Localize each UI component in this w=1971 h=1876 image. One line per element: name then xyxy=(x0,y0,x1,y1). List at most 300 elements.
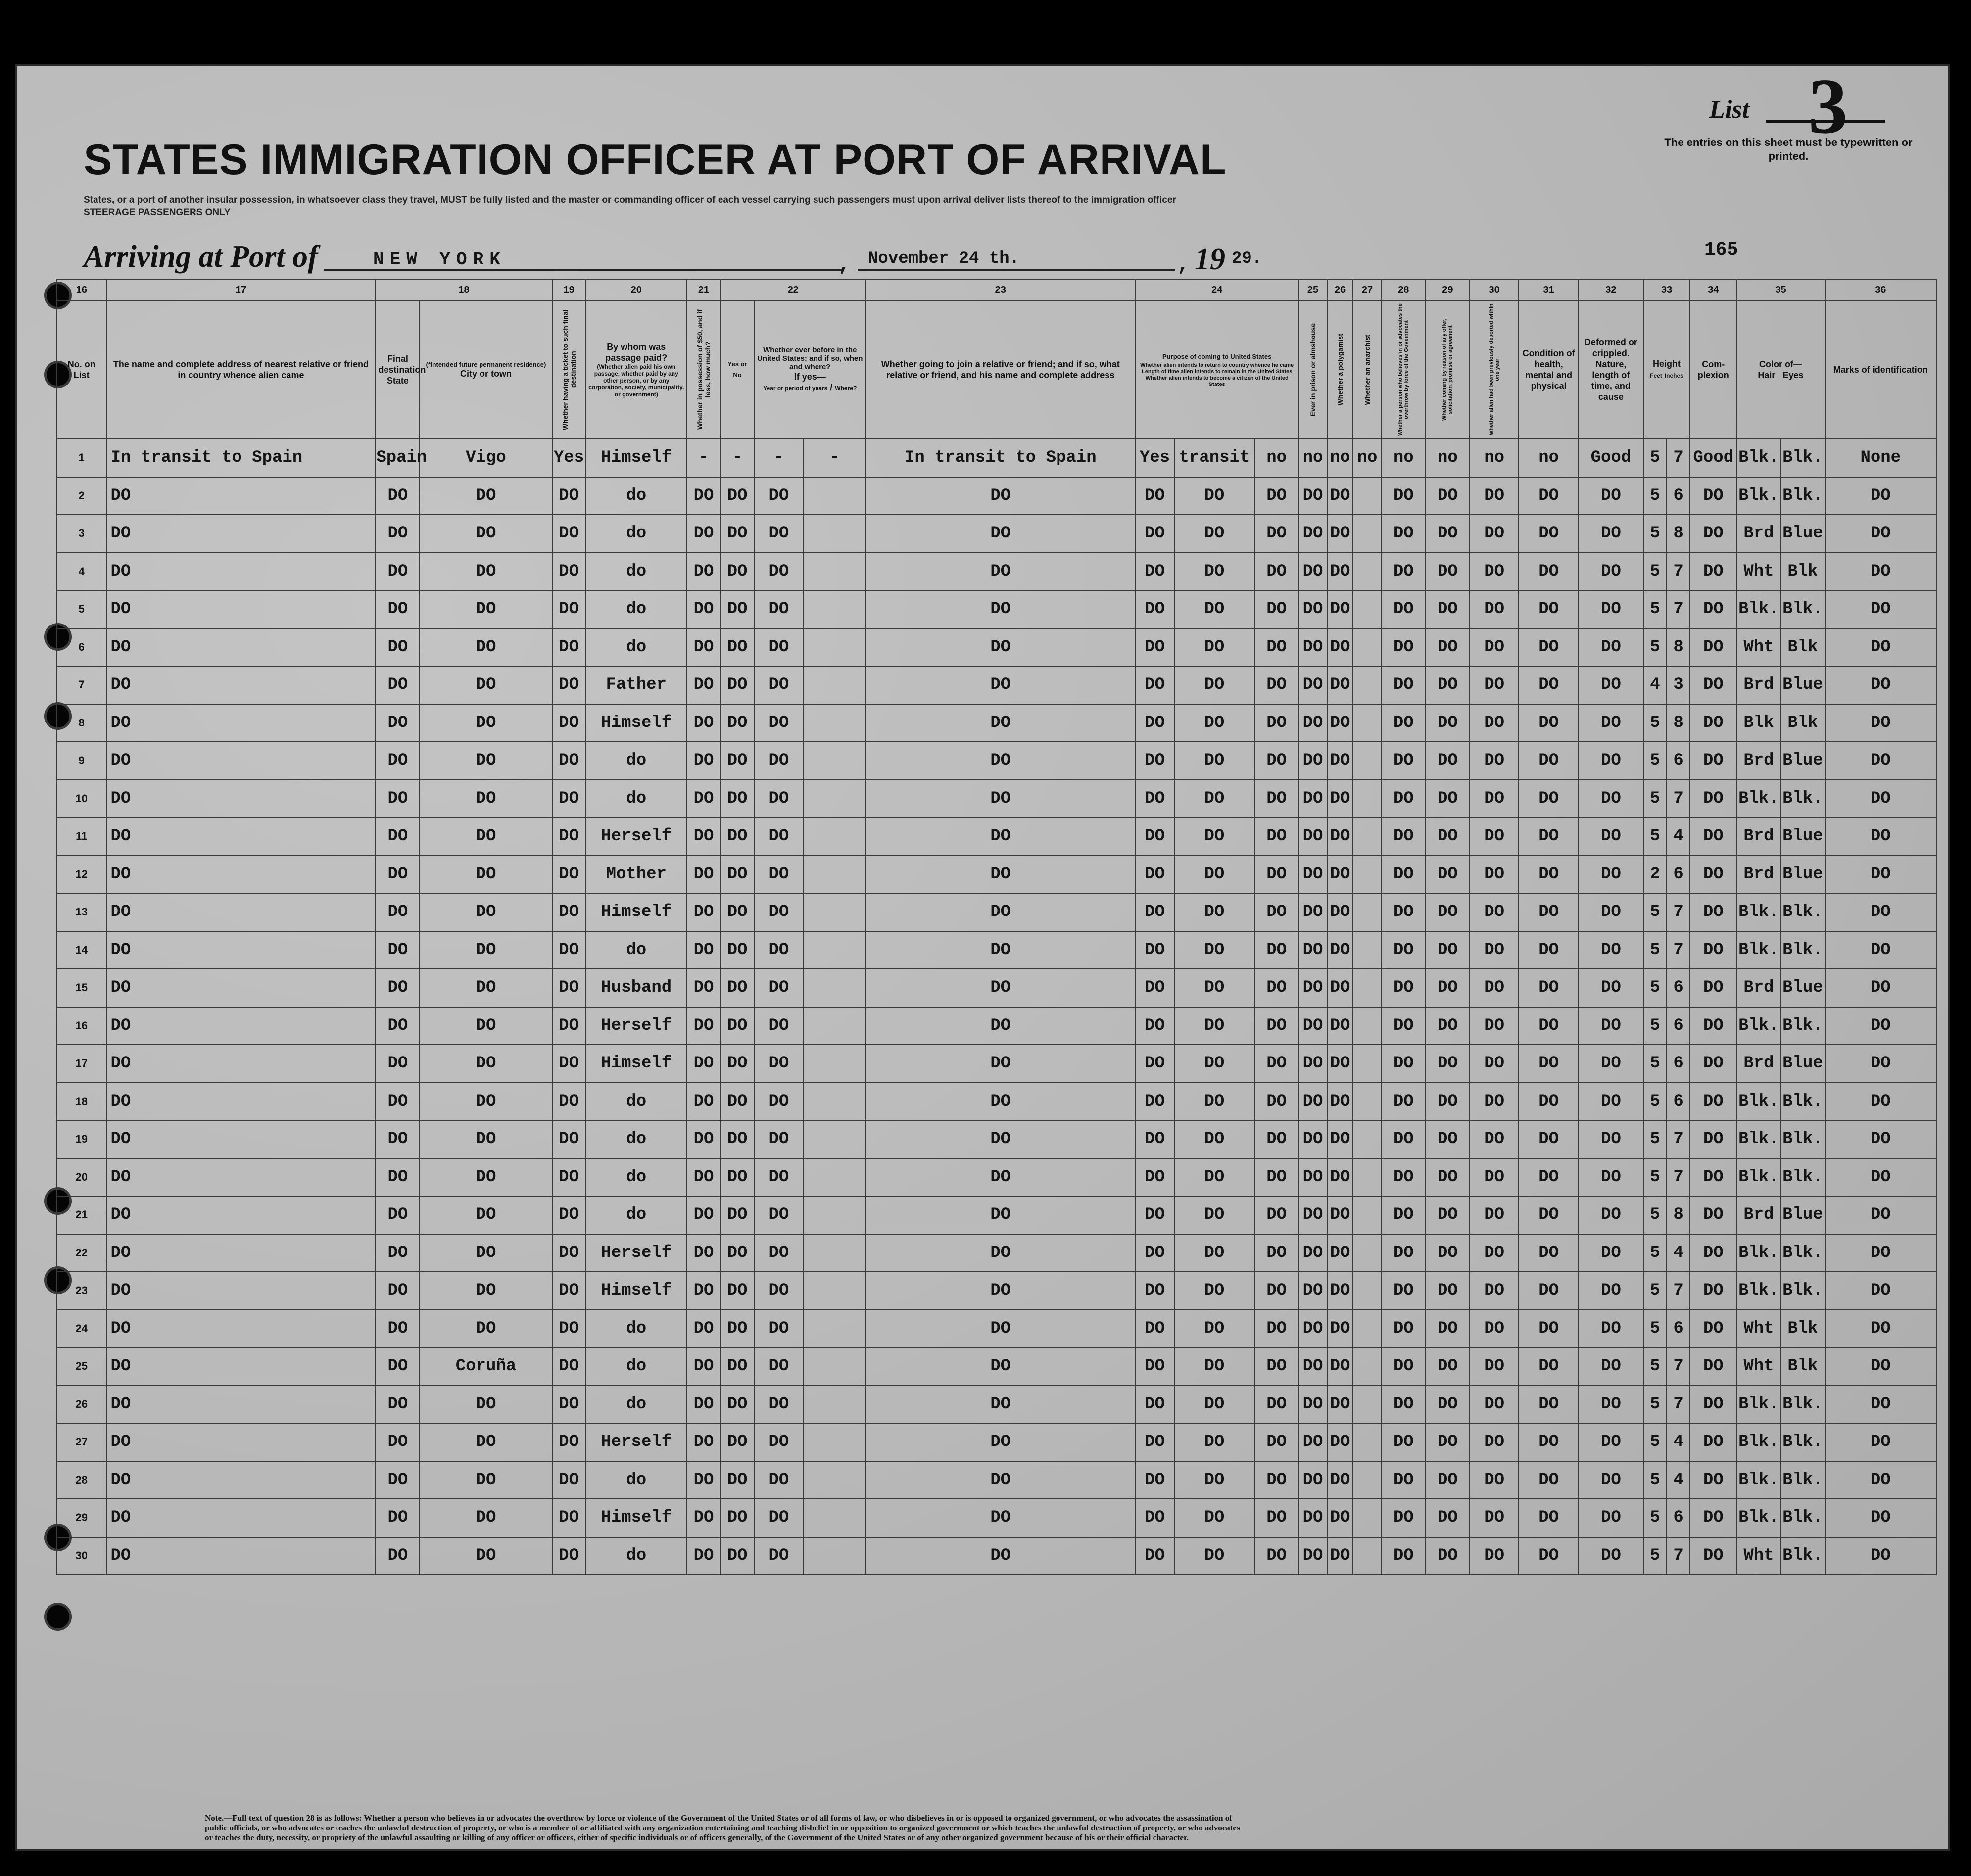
cell-q28: DO xyxy=(1382,818,1426,856)
cell-p1: DO xyxy=(1135,742,1174,780)
cell-prison: DO xyxy=(1298,704,1327,742)
hdr-prison-text: Ever in prison or almshouse xyxy=(1309,323,1317,417)
manifest-table xyxy=(56,279,1937,1575)
cell-year: DO xyxy=(754,1083,804,1121)
cell-poly: DO xyxy=(1327,553,1353,591)
cell-prison: DO xyxy=(1298,1461,1327,1499)
cell-ft: 5 xyxy=(1643,477,1667,515)
cell-q29: DO xyxy=(1426,666,1470,704)
cell-prison: DO xyxy=(1298,666,1327,704)
cell-money: DO xyxy=(687,1196,721,1234)
cell-q29: DO xyxy=(1426,931,1470,969)
cell-q30: DO xyxy=(1470,1120,1519,1158)
cell-eyes: Blue xyxy=(1780,1045,1825,1083)
cell-ft: 5 xyxy=(1643,1234,1667,1272)
cell-city: DO xyxy=(420,1196,552,1234)
hdr-marks: Marks of identification xyxy=(1825,300,1936,439)
cell-relative: DO xyxy=(106,1234,376,1272)
cell-prison: DO xyxy=(1298,1347,1327,1386)
hdr-health: Condition of health, mental and physical xyxy=(1519,300,1578,439)
cell-q30: DO xyxy=(1470,1310,1519,1348)
cell-year: DO xyxy=(754,1386,804,1424)
cell-ft: 4 xyxy=(1643,666,1667,704)
cell-marks: DO xyxy=(1825,553,1936,591)
cell-no: 17 xyxy=(57,1045,106,1083)
cell-poly: DO xyxy=(1327,1347,1353,1386)
hdr-polygamist xyxy=(1327,300,1353,439)
list-note: The entries on this sheet must be typewritten or printed. xyxy=(1664,136,1913,162)
cell-health: DO xyxy=(1519,1461,1578,1499)
cell-p3: DO xyxy=(1254,515,1298,553)
table-row xyxy=(57,1347,1936,1386)
cell-p1: DO xyxy=(1135,1537,1174,1575)
cell-money: DO xyxy=(687,704,721,742)
cell-ft: 5 xyxy=(1643,704,1667,742)
cell-q30: DO xyxy=(1470,893,1519,931)
cell-in: 6 xyxy=(1667,1310,1690,1348)
cell-anarch xyxy=(1353,666,1382,704)
table-row xyxy=(57,1537,1936,1575)
cell-hair: Blk. xyxy=(1736,1386,1780,1424)
cell-ticket: DO xyxy=(552,1537,586,1575)
cell-no: 19 xyxy=(57,1120,106,1158)
cell-before: DO xyxy=(721,515,754,553)
cell-poly: DO xyxy=(1327,1310,1353,1348)
cell-marks: DO xyxy=(1825,1386,1936,1424)
cell-no: 24 xyxy=(57,1310,106,1348)
cell-eyes: Blk xyxy=(1780,1310,1825,1348)
cell-deform: DO xyxy=(1579,1499,1643,1537)
cell-anarch xyxy=(1353,477,1382,515)
cell-where xyxy=(804,1461,866,1499)
cell-paid: do xyxy=(586,1537,687,1575)
cell-year: DO xyxy=(754,1045,804,1083)
cell-marks: DO xyxy=(1825,742,1936,780)
cell-p2: DO xyxy=(1174,704,1254,742)
cell-paid: do xyxy=(586,931,687,969)
cell-p2: DO xyxy=(1174,969,1254,1007)
cell-paid: Herself xyxy=(586,1423,687,1461)
cell-health: DO xyxy=(1519,477,1578,515)
cell-relative: DO xyxy=(106,969,376,1007)
cell-marks: DO xyxy=(1825,1423,1936,1461)
hdr-height-text: Height xyxy=(1653,359,1681,369)
cell-hair: Wht xyxy=(1736,1537,1780,1575)
cell-q30: DO xyxy=(1470,1386,1519,1424)
cell-anarch xyxy=(1353,1120,1382,1158)
hdr-purpose-a: Whether alien intends to return to country whence he came xyxy=(1140,362,1294,368)
cell-relative: DO xyxy=(106,931,376,969)
cell-comp: DO xyxy=(1690,780,1736,818)
cell-paid: Herself xyxy=(586,1234,687,1272)
cell-q30: DO xyxy=(1470,477,1519,515)
cell-city: DO xyxy=(420,666,552,704)
cell-q30: DO xyxy=(1470,1007,1519,1045)
cell-ticket: DO xyxy=(552,628,586,667)
cell-ft: 5 xyxy=(1643,1499,1667,1537)
cell-q30: no xyxy=(1470,439,1519,477)
cell-q30: DO xyxy=(1470,1196,1519,1234)
cell-year: DO xyxy=(754,1120,804,1158)
cell-paid: Himself xyxy=(586,893,687,931)
cell-poly: DO xyxy=(1327,1007,1353,1045)
cell-year: DO xyxy=(754,893,804,931)
cell-ft: 2 xyxy=(1643,856,1667,894)
cell-city: DO xyxy=(420,515,552,553)
cell-city: DO xyxy=(420,1045,552,1083)
year-suffix: 29. xyxy=(1232,249,1262,268)
cell-anarch xyxy=(1353,1234,1382,1272)
cell-q29: DO xyxy=(1426,856,1470,894)
cell-in: 8 xyxy=(1667,628,1690,667)
hdr-passage-paid-text: By whom was passage paid? xyxy=(605,342,668,363)
cell-ticket: DO xyxy=(552,742,586,780)
cell-join: DO xyxy=(865,969,1135,1007)
cell-ticket: DO xyxy=(552,1007,586,1045)
cell-money: DO xyxy=(687,969,721,1007)
cell-city: DO xyxy=(420,1310,552,1348)
hdr-q30-text: Whether alien had been previously deported within one year xyxy=(1488,303,1500,436)
cell-hair: Blk. xyxy=(1736,1461,1780,1499)
col-num: 31 xyxy=(1519,280,1578,300)
cell-poly: DO xyxy=(1327,969,1353,1007)
cell-prison: DO xyxy=(1298,780,1327,818)
cell-before: DO xyxy=(721,1045,754,1083)
cell-deform: DO xyxy=(1579,1045,1643,1083)
cell-ticket: DO xyxy=(552,704,586,742)
cell-before: DO xyxy=(721,818,754,856)
cell-city: DO xyxy=(420,1386,552,1424)
cell-p1: DO xyxy=(1135,1234,1174,1272)
cell-hair: Blk. xyxy=(1736,590,1780,628)
cell-hair: Blk. xyxy=(1736,1120,1780,1158)
cell-p2: DO xyxy=(1174,1120,1254,1158)
cell-state: DO xyxy=(376,1234,420,1272)
cell-eyes: Blk. xyxy=(1780,590,1825,628)
hdr-color-of xyxy=(1736,300,1825,439)
cell-paid: Husband xyxy=(586,969,687,1007)
cell-where xyxy=(804,1499,866,1537)
cell-p1: DO xyxy=(1135,1423,1174,1461)
cell-before: DO xyxy=(721,590,754,628)
cell-ticket: DO xyxy=(552,1347,586,1386)
list-number: 3 xyxy=(1808,62,1848,150)
cell-paid: do xyxy=(586,780,687,818)
cell-prison: DO xyxy=(1298,1537,1327,1575)
cell-relative: DO xyxy=(106,1537,376,1575)
cell-before: DO xyxy=(721,1461,754,1499)
cell-p2: DO xyxy=(1174,590,1254,628)
cell-poly: DO xyxy=(1327,1386,1353,1424)
arriving-label: Arriving at Port of xyxy=(84,240,318,274)
cell-p2: DO xyxy=(1174,1083,1254,1121)
cell-p2: DO xyxy=(1174,515,1254,553)
cell-anarch xyxy=(1353,1461,1382,1499)
table-row xyxy=(57,1386,1936,1424)
cell-q30: DO xyxy=(1470,969,1519,1007)
cell-prison: DO xyxy=(1298,515,1327,553)
col-num: 26 xyxy=(1327,280,1353,300)
cell-before: DO xyxy=(721,704,754,742)
cell-anarch xyxy=(1353,742,1382,780)
cell-hair: Brd xyxy=(1736,969,1780,1007)
cell-anarch xyxy=(1353,1347,1382,1386)
cell-ticket: DO xyxy=(552,477,586,515)
cell-p3: DO xyxy=(1254,1234,1298,1272)
cell-health: DO xyxy=(1519,1347,1578,1386)
cell-city: Coruña xyxy=(420,1347,552,1386)
cell-in: 6 xyxy=(1667,742,1690,780)
cell-city: DO xyxy=(420,1499,552,1537)
cell-ft: 5 xyxy=(1643,628,1667,667)
cell-where xyxy=(804,704,866,742)
cell-state: DO xyxy=(376,628,420,667)
cell-state: DO xyxy=(376,666,420,704)
cell-health: DO xyxy=(1519,931,1578,969)
cell-hair: Wht xyxy=(1736,628,1780,667)
col-num: 30 xyxy=(1470,280,1519,300)
cell-q30: DO xyxy=(1470,1083,1519,1121)
cell-p2: DO xyxy=(1174,742,1254,780)
cell-state: DO xyxy=(376,515,420,553)
cell-p2: DO xyxy=(1174,818,1254,856)
cell-ticket: DO xyxy=(552,818,586,856)
cell-poly: DO xyxy=(1327,1083,1353,1121)
cell-q29: DO xyxy=(1426,742,1470,780)
cell-p2: DO xyxy=(1174,666,1254,704)
cell-health: DO xyxy=(1519,515,1578,553)
cell-poly: DO xyxy=(1327,856,1353,894)
cell-state: DO xyxy=(376,893,420,931)
cell-paid: do xyxy=(586,742,687,780)
cell-where: - xyxy=(804,439,866,477)
hdr-final-destination: Final destination xyxy=(378,354,426,375)
cell-p2: DO xyxy=(1174,780,1254,818)
cell-paid: do xyxy=(586,553,687,591)
cell-ft: 5 xyxy=(1643,1045,1667,1083)
cell-ticket: DO xyxy=(552,1196,586,1234)
cell-state: DO xyxy=(376,590,420,628)
table-row xyxy=(57,628,1936,667)
cell-no: 26 xyxy=(57,1386,106,1424)
cell-poly: DO xyxy=(1327,1158,1353,1197)
cell-ft: 5 xyxy=(1643,969,1667,1007)
cell-where xyxy=(804,590,866,628)
cell-where xyxy=(804,818,866,856)
cell-no: 7 xyxy=(57,666,106,704)
cell-poly: DO xyxy=(1327,780,1353,818)
cell-money: DO xyxy=(687,628,721,667)
cell-eyes: Blue xyxy=(1780,742,1825,780)
cell-eyes: Blue xyxy=(1780,515,1825,553)
cell-where xyxy=(804,1272,866,1310)
hdr-height xyxy=(1643,300,1690,439)
cell-marks: DO xyxy=(1825,1196,1936,1234)
cell-relative: DO xyxy=(106,628,376,667)
cell-relative: DO xyxy=(106,742,376,780)
cell-paid: do xyxy=(586,628,687,667)
table-row xyxy=(57,666,1936,704)
cell-comp: DO xyxy=(1690,553,1736,591)
cell-ticket: DO xyxy=(552,1386,586,1424)
col-num: 22 xyxy=(721,280,865,300)
cell-no: 4 xyxy=(57,553,106,591)
cell-comp: DO xyxy=(1690,1347,1736,1386)
table-row xyxy=(57,1234,1936,1272)
cell-marks: DO xyxy=(1825,1347,1936,1386)
cell-p2: DO xyxy=(1174,1158,1254,1197)
cell-join: DO xyxy=(865,628,1135,667)
cell-relative: DO xyxy=(106,1423,376,1461)
cell-eyes: Blk xyxy=(1780,553,1825,591)
cell-anarch xyxy=(1353,1007,1382,1045)
cell-year: DO xyxy=(754,780,804,818)
serial-number: 165 xyxy=(1704,240,1738,261)
cell-join: DO xyxy=(865,1234,1135,1272)
cell-before: DO xyxy=(721,1196,754,1234)
cell-q29: DO xyxy=(1426,1499,1470,1537)
cell-paid: Himself xyxy=(586,704,687,742)
cell-money: DO xyxy=(687,1007,721,1045)
cell-before: DO xyxy=(721,1234,754,1272)
cell-in: 4 xyxy=(1667,818,1690,856)
cell-eyes: Blk. xyxy=(1780,477,1825,515)
cell-deform: DO xyxy=(1579,1196,1643,1234)
cell-in: 7 xyxy=(1667,439,1690,477)
cell-ft: 5 xyxy=(1643,1310,1667,1348)
cell-city: DO xyxy=(420,1083,552,1121)
cell-comp: DO xyxy=(1690,1158,1736,1197)
cell-q28: DO xyxy=(1382,590,1426,628)
cell-p3: DO xyxy=(1254,1045,1298,1083)
cell-p2: DO xyxy=(1174,1537,1254,1575)
cell-paid: Father xyxy=(586,666,687,704)
col-num: 36 xyxy=(1825,280,1936,300)
col-num: 24 xyxy=(1135,280,1298,300)
cell-ft: 5 xyxy=(1643,1386,1667,1424)
cell-state: DO xyxy=(376,1272,420,1310)
col-num: 20 xyxy=(586,280,687,300)
table-row xyxy=(57,515,1936,553)
cell-p1: DO xyxy=(1135,893,1174,931)
cell-anarch xyxy=(1353,1158,1382,1197)
col-num: 17 xyxy=(106,280,376,300)
cell-in: 6 xyxy=(1667,1083,1690,1121)
cell-eyes: Blk. xyxy=(1780,1499,1825,1537)
cell-anarch xyxy=(1353,1196,1382,1234)
cell-p1: DO xyxy=(1135,1461,1174,1499)
cell-q28: DO xyxy=(1382,553,1426,591)
cell-paid: do xyxy=(586,1083,687,1121)
hdr-state xyxy=(376,300,426,439)
cell-paid: do xyxy=(586,1310,687,1348)
cell-eyes: Blk. xyxy=(1780,1007,1825,1045)
table-row xyxy=(57,553,1936,591)
cell-ft: 5 xyxy=(1643,1196,1667,1234)
cell-state: DO xyxy=(376,1347,420,1386)
cell-ft: 5 xyxy=(1643,1007,1667,1045)
cell-q30: DO xyxy=(1470,515,1519,553)
cell-join: DO xyxy=(865,780,1135,818)
cell-relative: DO xyxy=(106,515,376,553)
cell-health: DO xyxy=(1519,893,1578,931)
cell-q29: DO xyxy=(1426,1537,1470,1575)
cell-deform: DO xyxy=(1579,1234,1643,1272)
cell-relative: DO xyxy=(106,666,376,704)
cell-money: DO xyxy=(687,1461,721,1499)
cell-marks: DO xyxy=(1825,856,1936,894)
hdr-nearest-relative: The name and complete address of nearest relative or friend in country whence alien came xyxy=(106,300,376,439)
cell-ticket: DO xyxy=(552,1158,586,1197)
cell-no: 2 xyxy=(57,477,106,515)
cell-deform: DO xyxy=(1579,477,1643,515)
cell-join: DO xyxy=(865,1120,1135,1158)
cell-p2: DO xyxy=(1174,1310,1254,1348)
cell-p3: DO xyxy=(1254,1499,1298,1537)
cell-ft: 5 xyxy=(1643,818,1667,856)
cell-join: DO xyxy=(865,1272,1135,1310)
cell-p3: DO xyxy=(1254,1347,1298,1386)
cell-in: 7 xyxy=(1667,553,1690,591)
cell-q29: DO xyxy=(1426,553,1470,591)
cell-no: 5 xyxy=(57,590,106,628)
cell-prison: DO xyxy=(1298,1007,1327,1045)
cell-in: 7 xyxy=(1667,1272,1690,1310)
cell-marks: DO xyxy=(1825,515,1936,553)
cell-year: DO xyxy=(754,590,804,628)
cell-deform: DO xyxy=(1579,1083,1643,1121)
cell-ticket: DO xyxy=(552,515,586,553)
cell-q28: DO xyxy=(1382,893,1426,931)
cell-deform: DO xyxy=(1579,1272,1643,1310)
cell-paid: do xyxy=(586,515,687,553)
comma-1: , xyxy=(838,254,851,277)
cell-p1: DO xyxy=(1135,1310,1174,1348)
cell-in: 7 xyxy=(1667,1158,1690,1197)
cell-health: DO xyxy=(1519,969,1578,1007)
cell-q30: DO xyxy=(1470,1423,1519,1461)
cell-comp: DO xyxy=(1690,1120,1736,1158)
cell-q30: DO xyxy=(1470,1499,1519,1537)
cell-no: 14 xyxy=(57,931,106,969)
cell-q28: DO xyxy=(1382,931,1426,969)
cell-relative: DO xyxy=(106,704,376,742)
cell-relative: DO xyxy=(106,1007,376,1045)
cell-city: DO xyxy=(420,704,552,742)
cell-prison: DO xyxy=(1298,553,1327,591)
cell-money: - xyxy=(687,439,721,477)
cell-p1: DO xyxy=(1135,1120,1174,1158)
cell-relative: DO xyxy=(106,1083,376,1121)
cell-before: DO xyxy=(721,1083,754,1121)
cell-comp: DO xyxy=(1690,856,1736,894)
cell-paid: Himself xyxy=(586,1045,687,1083)
cell-paid: do xyxy=(586,590,687,628)
cell-join: DO xyxy=(865,704,1135,742)
hdr-before-us-text: Whether ever before in the United States; and if so, when and where? xyxy=(757,345,863,371)
cell-city: DO xyxy=(420,818,552,856)
cell-prison: DO xyxy=(1298,1423,1327,1461)
cell-year: DO xyxy=(754,1310,804,1348)
cell-join: DO xyxy=(865,742,1135,780)
cell-eyes: Blk. xyxy=(1780,1158,1825,1197)
cell-eyes: Blk. xyxy=(1780,1461,1825,1499)
cell-hair: Blk. xyxy=(1736,893,1780,931)
cell-prison: DO xyxy=(1298,1120,1327,1158)
cell-q29: no xyxy=(1426,439,1470,477)
cell-join: DO xyxy=(865,1423,1135,1461)
cell-q30: DO xyxy=(1470,1158,1519,1197)
